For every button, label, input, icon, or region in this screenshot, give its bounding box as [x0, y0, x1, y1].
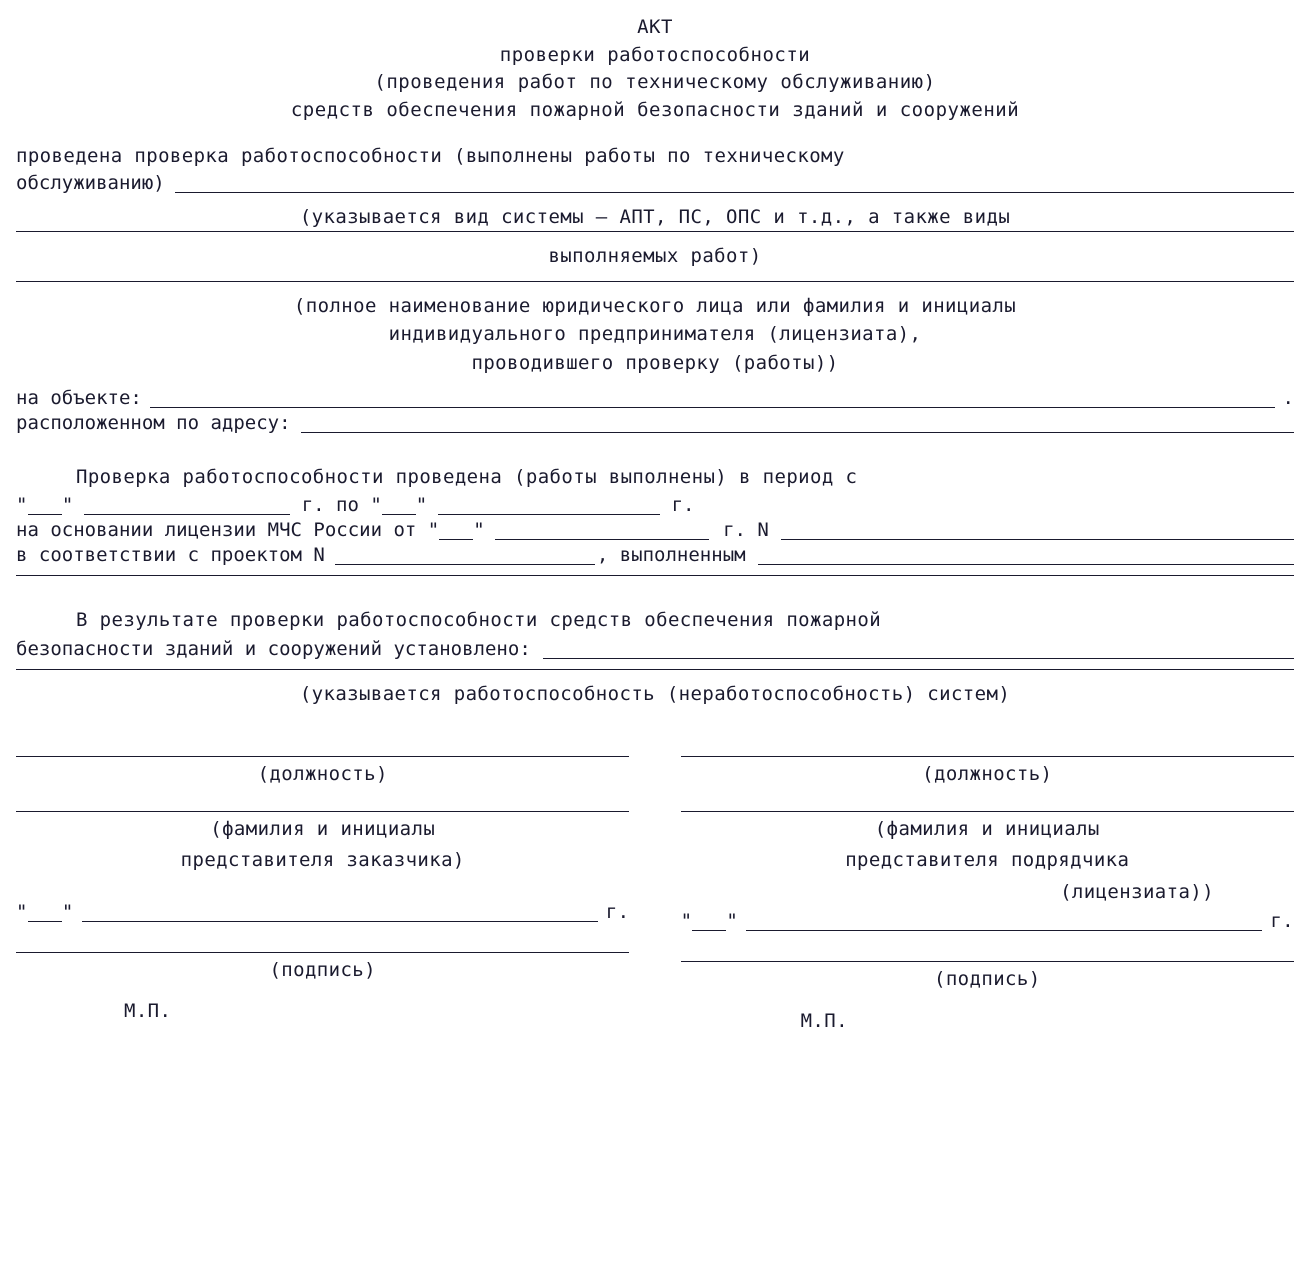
contractor-signature-field[interactable]: [681, 961, 1294, 962]
object-label: на объекте:: [16, 387, 142, 409]
customer-date-row: [16, 901, 629, 922]
project-mid-label: , выполненным: [596, 544, 746, 567]
period-start-day-field[interactable]: [28, 494, 62, 515]
customer-date-quote-open: ": [16, 900, 28, 923]
license-day-field[interactable]: [439, 519, 473, 540]
address-row: [16, 412, 1294, 433]
contractor-stamp-label: М.П.: [800, 1009, 848, 1032]
result-line-1: В результате проверки работоспособности средств обеспечения пожарной: [76, 609, 882, 632]
signature-block: [16, 756, 1294, 1031]
contractor-date-quote-close: ": [726, 910, 739, 933]
project-row: [16, 544, 1294, 565]
period-dates-row: [16, 494, 1294, 515]
entity-hint-1: (полное наименование юридического лица или фамилия и инициалы: [293, 294, 1017, 317]
object-trailing-dot: .: [1282, 387, 1294, 409]
contractor-position-field[interactable]: [681, 756, 1294, 757]
project-number-field[interactable]: [335, 544, 595, 565]
intro-hint-1: (указывается вид системы – АПТ, ПС, ОПС и т.д., а также виды: [299, 205, 1011, 228]
license-year-label: г. N: [723, 519, 769, 542]
period-end-month-field[interactable]: [438, 494, 660, 515]
customer-position-caption: (должность): [257, 763, 388, 786]
customer-name-field[interactable]: [16, 811, 629, 812]
project-performer-field[interactable]: [758, 544, 1294, 565]
customer-position-field[interactable]: [16, 756, 629, 757]
result-hint: (указывается работоспособность (неработоспособность) систем): [299, 682, 1011, 705]
period-start-quote-close: ": [61, 494, 74, 517]
license-month-field[interactable]: [495, 519, 709, 540]
customer-signature-field[interactable]: [16, 952, 629, 953]
period-sentence: Проверка работоспособности проведена (работы выполнены) в период с: [76, 465, 858, 488]
system-type-field[interactable]: [175, 172, 1294, 193]
license-row: [16, 519, 1294, 540]
address-label: расположенном по адресу:: [16, 411, 291, 434]
period-end-quote-close: ": [415, 494, 428, 517]
address-field[interactable]: [301, 412, 1294, 433]
customer-date-quote-close: ": [61, 900, 74, 923]
contractor-name-caption-1: (фамилия и инициалы: [874, 817, 1100, 840]
period-start-to-label: г. по ": [301, 494, 382, 517]
license-quote-close: ": [473, 519, 486, 542]
result-line-2-label: безопасности зданий и сооружений установлено:: [16, 637, 531, 660]
title-subline-3: средств обеспечения пожарной безопасности зданий и сооружений: [290, 98, 1020, 121]
document-title-block: [0, 14, 1310, 124]
entity-hint-3: проводившего проверку (работы)): [471, 351, 839, 374]
period-end-year-label: г.: [671, 494, 695, 517]
page-title: АКТ: [637, 16, 673, 38]
customer-name-caption-2: представителя заказчика): [180, 849, 465, 872]
customer-signature-caption: (подпись): [269, 958, 376, 981]
contractor-date-day-field[interactable]: [692, 910, 726, 931]
signature-column-contractor: [681, 756, 1294, 1031]
contractor-date-row: [681, 910, 1294, 931]
customer-date-day-field[interactable]: [28, 901, 62, 922]
contractor-signature-caption: (подпись): [934, 968, 1041, 991]
customer-stamp-label: М.П.: [124, 1000, 172, 1023]
intro-line-2-label: обслуживанию): [16, 171, 165, 194]
customer-date-month-field[interactable]: [82, 901, 598, 922]
document-body: [16, 142, 1294, 708]
contractor-name-field[interactable]: [681, 811, 1294, 812]
result-line-2-row: [16, 638, 1294, 659]
period-end-day-field[interactable]: [382, 494, 416, 515]
contractor-date-quote-open: ": [680, 910, 693, 933]
contractor-position-caption: (должность): [922, 763, 1053, 786]
signature-column-customer: [16, 756, 629, 1031]
contractor-name-caption-3: (лицензиата)): [1060, 880, 1214, 903]
title-subline-2: (проведения работ по техническому обслуживанию): [374, 71, 936, 94]
intro-hint-2: выполняемых работ): [548, 245, 762, 268]
period-start-quote-open: ": [16, 494, 28, 517]
project-prefix-label: в соответствии с проектом N: [16, 544, 325, 567]
period-start-month-field[interactable]: [84, 494, 290, 515]
entity-hint-2: индивидуального предпринимателя (лицензиата),: [388, 323, 922, 346]
title-subline-1: проверки работоспособности: [499, 43, 811, 66]
contractor-date-month-field[interactable]: [746, 910, 1262, 931]
object-row: [16, 387, 1294, 408]
intro-line-1: проведена проверка работоспособности (выполнены работы по техническому: [16, 145, 845, 168]
object-name-field[interactable]: [150, 387, 1275, 408]
intro-line-2-row: [16, 172, 1294, 193]
license-number-field[interactable]: [781, 519, 1294, 540]
document-page: [0, 14, 1310, 1278]
customer-date-year-label: г.: [605, 900, 630, 923]
contractor-date-year-label: г.: [1270, 910, 1294, 933]
contractor-name-caption-2: представителя подрядчика: [845, 849, 1130, 872]
license-prefix-label: на основании лицензии МЧС России от ": [16, 519, 440, 542]
result-field[interactable]: [543, 638, 1294, 659]
customer-name-caption-1: (фамилия и инициалы: [210, 817, 436, 840]
